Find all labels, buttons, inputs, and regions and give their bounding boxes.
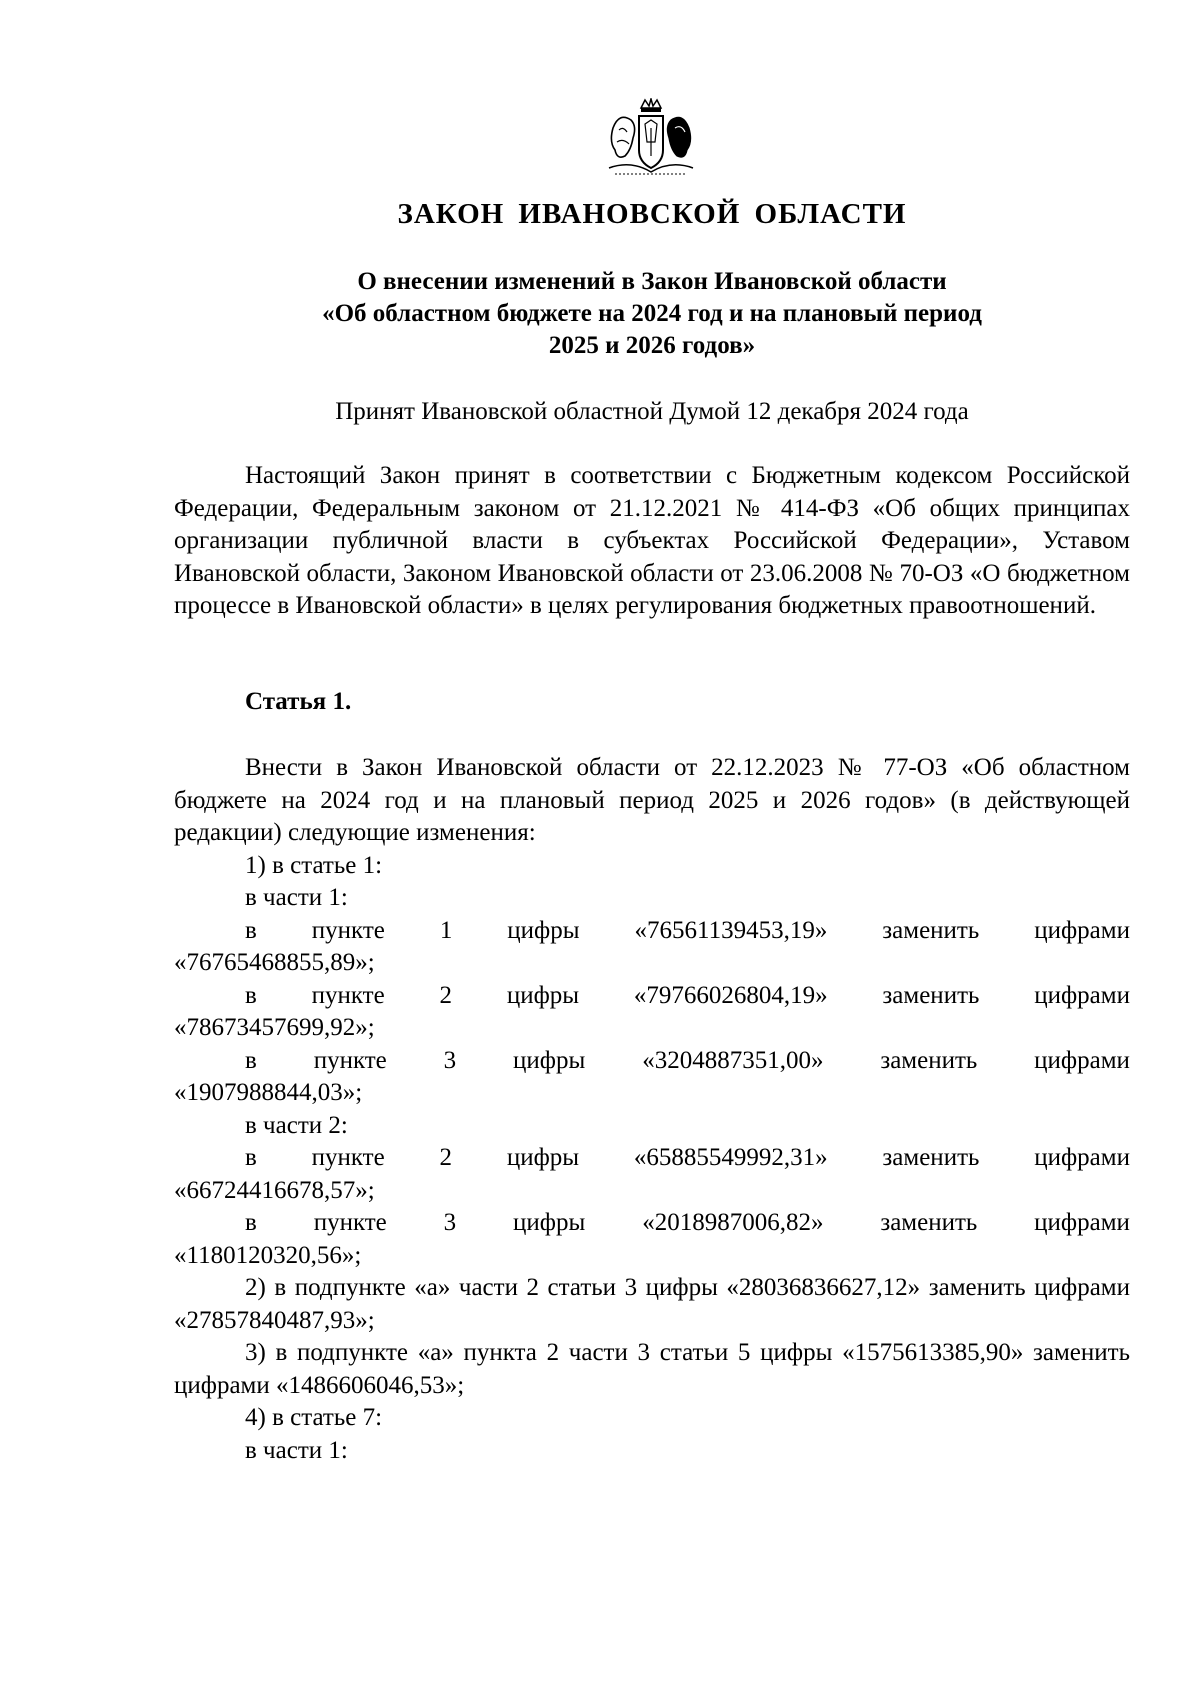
old-value: «2018987006,82» xyxy=(642,1209,824,1236)
word: цифры xyxy=(506,1144,580,1171)
word: заменить xyxy=(882,916,980,944)
subtitle-line: «Об областном бюджете на 2024 год и на плановый период xyxy=(322,300,982,327)
word: 2 xyxy=(439,1144,453,1171)
law-title: ЗАКОН ИВАНОВСКОЙ ОБЛАСТИ xyxy=(397,198,907,230)
word: пункте xyxy=(311,1144,385,1171)
word: цифры xyxy=(513,1046,586,1074)
replacement-group-part2 xyxy=(174,1142,1130,1272)
word: заменить xyxy=(880,1046,978,1074)
word: в xyxy=(245,1046,257,1074)
word: в xyxy=(245,1209,257,1236)
word: 2 xyxy=(439,981,453,1009)
new-value: «78673457699,92»; xyxy=(174,1014,375,1041)
part-1-label: в части 1: xyxy=(245,884,348,911)
new-value: «1180120320,56»; xyxy=(174,1241,362,1269)
adoption-note: Принят Ивановской областной Думой 12 декабря 2024 года xyxy=(335,398,969,425)
coat-of-arms-emblem-icon xyxy=(601,98,701,180)
article-1-lead: Внести в Закон Ивановской области от 22.12.2023 № 77-ОЗ «Об областном бюджете на 2024 год и на плановый период 2025 и 2026 годов» (в действующей редакции) следующие изменения: xyxy=(174,754,1130,846)
new-value: «66724416678,57»; xyxy=(174,1176,375,1204)
old-value: «76561139453,19» xyxy=(634,916,828,944)
subtitle-line: 2025 и 2026 годов» xyxy=(548,332,756,359)
word: пункте xyxy=(313,1046,387,1074)
replacement-clause xyxy=(174,980,1130,1045)
replacement-clause xyxy=(174,1045,1130,1110)
word: пункте xyxy=(311,981,385,1009)
replacement-group-part1 xyxy=(174,915,1130,1110)
word: 1 xyxy=(439,916,453,944)
new-value: «1907988844,03»; xyxy=(174,1079,363,1106)
article-1-body xyxy=(174,752,1130,1467)
word: заменить xyxy=(882,1144,980,1171)
item-2: 2) в подпункте «а» части 2 статьи 3 цифры «28036836627,12» заменить цифрами «27857840487,93»; xyxy=(174,1274,1130,1334)
word: 3 xyxy=(443,1046,457,1074)
word: цифры xyxy=(506,981,580,1009)
replacement-clause xyxy=(174,1207,1130,1272)
article-1-heading: Статья 1. xyxy=(245,688,352,715)
word: в xyxy=(245,916,257,944)
preamble-paragraph: Настоящий Закон принят в соответствии с Бюджетным кодексом Российской Федерации, Федеральным законом от 21.12.2021 № 414-ФЗ «Об общих принципах организации публичной власти в субъектах Российской Федерации», Уставом Ивановской области, Законом Ивановской области от 23.06.2008 № 70-ОЗ «О бюджетном процессе в Ивановской области» в целях регулирования бюджетных правоотношений. xyxy=(174,462,1130,619)
word: цифрами xyxy=(1034,1046,1130,1074)
word: цифры xyxy=(507,916,580,944)
old-value: «65885549992,31» xyxy=(633,1144,828,1171)
word: пункте xyxy=(313,1209,387,1236)
word: 3 xyxy=(443,1209,457,1236)
word: цифрами xyxy=(1034,916,1130,944)
document-page xyxy=(174,0,1130,1697)
item-3: 3) в подпункте «а» пункта 2 части 3 статьи 5 цифры «1575613385,90» заменить цифрами «1486606046,53»; xyxy=(174,1339,1130,1399)
old-value: «3204887351,00» xyxy=(642,1046,824,1074)
subtitle-line: О внесении изменений в Закон Ивановской области xyxy=(357,268,947,295)
word: цифрами xyxy=(1034,1144,1130,1171)
item-4: 4) в статье 7: xyxy=(245,1404,383,1431)
word: цифрами xyxy=(1034,981,1130,1009)
old-value: «79766026804,19» xyxy=(633,981,828,1009)
law-subtitle xyxy=(174,266,1130,362)
item-1: 1) в статье 1: xyxy=(245,851,383,879)
replacement-clause xyxy=(174,1142,1130,1207)
word: в xyxy=(245,981,257,1009)
item-4-part-1-label: в части 1: xyxy=(245,1436,348,1464)
word: в xyxy=(245,1144,257,1171)
word: заменить xyxy=(882,981,980,1009)
replacement-clause xyxy=(174,915,1130,980)
new-value: «76765468855,89»; xyxy=(174,949,375,976)
part-2-label: в части 2: xyxy=(245,1111,348,1139)
word: заменить xyxy=(880,1209,978,1236)
word: цифры xyxy=(513,1209,586,1236)
word: пункте xyxy=(311,916,385,944)
word: цифрами xyxy=(1034,1209,1130,1236)
